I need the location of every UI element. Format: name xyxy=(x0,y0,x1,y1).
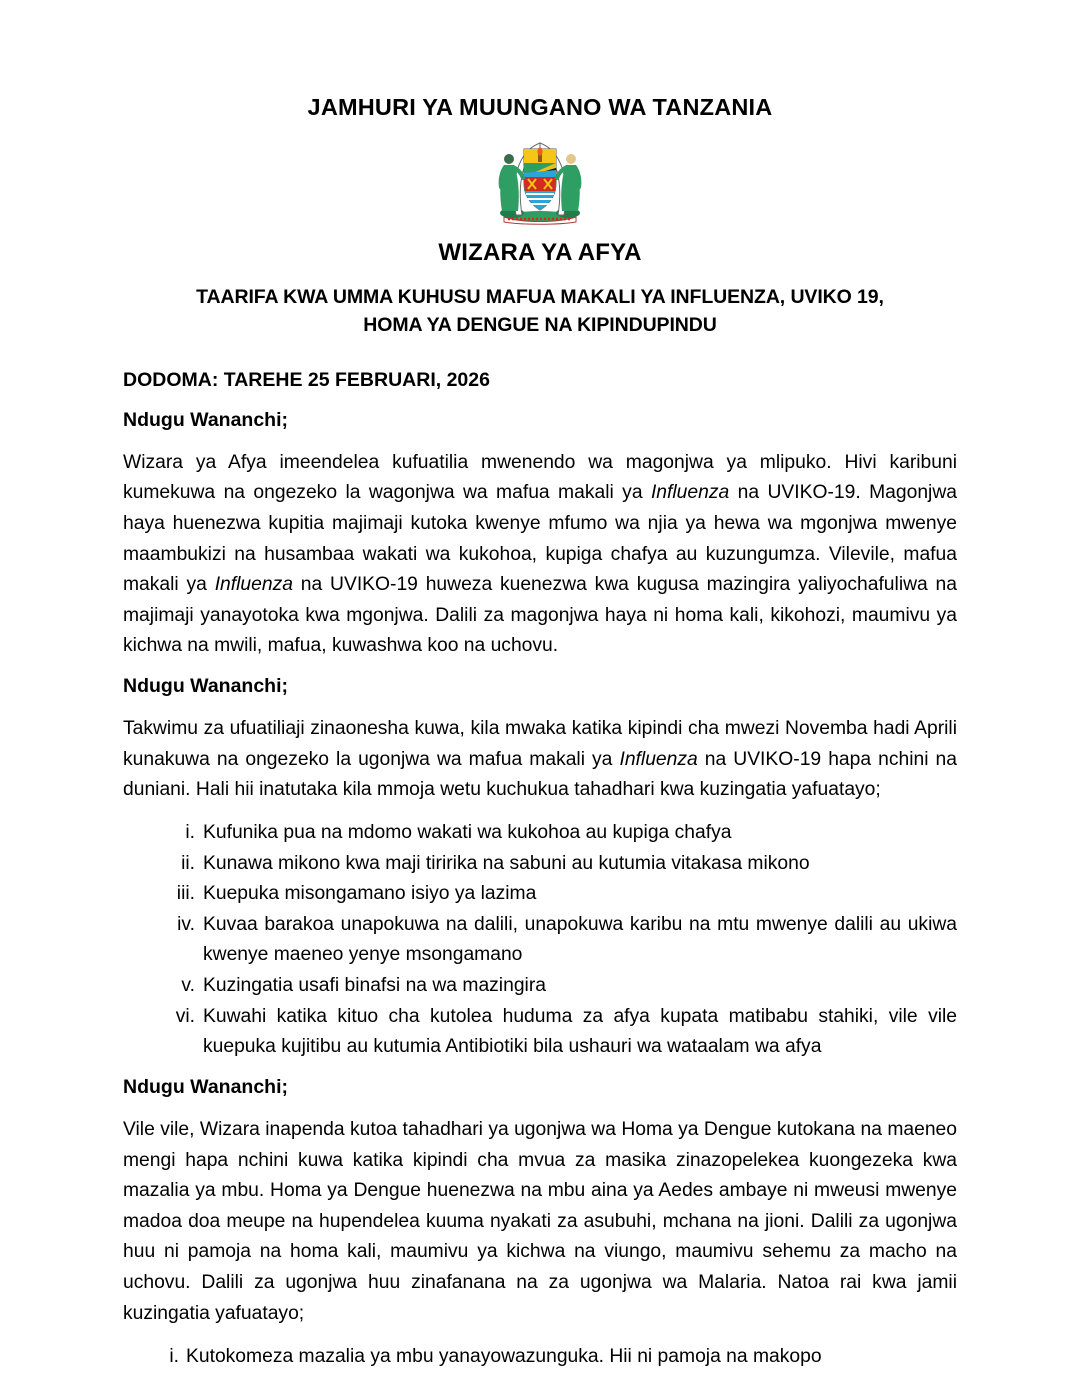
list-item xyxy=(123,818,957,849)
crest-container xyxy=(123,137,957,225)
paragraph-1-segment-c: na UVIKO-19 huweza kuenezwa kwa kugusa mazingira yaliyochafuliwa na majimaji yanayotoka kwa mgonjwa. Dalili za magonjwa haya ni homa kali, kikohozi, maumivu ya kichwa na mwili, mafua, kuwashwa koo na uchovu. xyxy=(123,574,957,657)
list-item-marker: iii. xyxy=(176,883,195,905)
notice-title xyxy=(123,267,957,339)
paragraph-2-segment-a: Takwimu za ufuatiliaji zinaonesha kuwa, kila mwaka katika kipindi cha mwezi Novemba hadi Aprili kunakuwa na ongezeko la ugonjwa wa mafua makali ya xyxy=(123,718,957,770)
paragraph-1-segment-a: Wizara ya Afya imeendelea kufuatilia mwenendo wa magonjwa ya mlipuko. Hivi karibuni kumekuwa na ongezeko la wagonjwa wa mafua makali ya xyxy=(123,451,957,504)
country-title: JAMHURI YA MUUNGANO WA TANZANIA xyxy=(307,94,773,120)
tanzania-coat-of-arms-icon xyxy=(492,137,588,230)
list-item-marker: ii. xyxy=(181,852,195,874)
list-item-text: Kutokomeza mazalia ya mbu yanayowazunguka. Hii ni pamoja na makopo xyxy=(186,1346,822,1368)
list-item xyxy=(123,879,957,910)
list-item xyxy=(123,910,957,971)
list-item xyxy=(123,849,957,880)
notice-title-line-1: TAARIFA KWA UMMA KUHUSU MAFUA MAKALI YA INFLUENZA, UVIKO 19, xyxy=(196,286,884,309)
list-item-marker: i. xyxy=(185,821,195,843)
paragraph-2-italic-1: Influenza xyxy=(619,748,698,770)
paragraph-1-italic-2: Influenza xyxy=(214,574,293,596)
paragraph-2-segment-b: na UVIKO-19 hapa nchini na duniani. Hali hii inatutaka kila mmoja wetu kuchukua tahadhari kwa kuzingatia yafuatayo; xyxy=(123,748,957,801)
ministry-title: WIZARA YA AFYA xyxy=(438,239,642,267)
precaution-list-influenza xyxy=(123,806,957,1063)
list-item xyxy=(123,1342,957,1373)
paragraph-3: Vile vile, Wizara inapenda kutoa tahadhari ya ugonjwa wa Homa ya Dengue kutokana na maeneo mengi hapa nchini kuwa katika kipindi cha mvua za masika zinazopelekea kuongezeka kwa mazalia ya mbu. Homa ya Dengue huenezwa na mbu aina ya Aedes ambaye ni mweusi mwenye madoa doa meupe na hupendelea kuuma nyakati za asubuhi, mchana na jioni. Dalili za ugonjwa huu ni pamoja na homa kali, maumivu ya kichwa na viungo, maumivu sehemu za macho na uchovu. Dalili za ugonjwa huu zinafanana na za ugonjwa wa Malaria. Natoa rai kwa jamii kuzingatia yafuatayo; xyxy=(123,1118,957,1324)
list-item-text: Kunawa mikono kwa maji tiririka na sabuni au kutumia vitakasa mikono xyxy=(203,852,810,874)
list-item-text: Kuwahi katika kituo cha kutolea huduma za afya kupata matibabu stahiki, vile vile kuepuka kujitibu au kutumia Antibiotiki bila ushauri wa wataalam wa afya xyxy=(203,1005,957,1058)
precaution-list-dengue xyxy=(123,1329,957,1373)
list-item-marker: iv. xyxy=(177,913,195,935)
salutation-2: Ndugu Wananchi; xyxy=(123,674,289,697)
list-item-text: Kuvaa barakoa unapokuwa na dalili, unapokuwa karibu na mtu mwenye dalili au ukiwa kwenye maeneo yenye msongamano xyxy=(203,913,957,966)
notice-title-line-2: HOMA YA DENGUE NA KIPINDUPINDU xyxy=(363,313,717,336)
list-item-text: Kuepuka misongamano isiyo ya lazima xyxy=(203,883,537,905)
paragraph-1-italic-1: Influenza xyxy=(650,482,730,504)
list-item-marker: v. xyxy=(181,974,195,996)
dateline: DODOMA: TAREHE 25 FEBRUARI, 2026 xyxy=(123,369,490,392)
list-item-marker: vi. xyxy=(175,1005,195,1027)
list-item-text: Kuzingatia usafi binafsi na wa mazingira xyxy=(203,974,546,996)
list-item-text: Kufunika pua na mdomo wakati wa kukohoa au kupiga chafya xyxy=(203,821,732,843)
list-item-marker: i. xyxy=(169,1346,179,1368)
salutation-3: Ndugu Wananchi; xyxy=(123,1075,289,1098)
list-item xyxy=(123,1002,957,1063)
list-item xyxy=(123,971,957,1002)
paragraph-1-segment-b: na UVIKO-19. Magonjwa haya huenezwa kupitia majimaji kutoka kwenye mfumo wa njia ya hewa wa mgonjwa mwenye maambukizi na husambaa wakati wa kukohoa, kupiga chafya au kuzungumza. Vilevile, mafua makali ya xyxy=(123,482,957,596)
salutation-1: Ndugu Wananchi; xyxy=(123,408,289,431)
paragraph-1 xyxy=(123,435,957,662)
paragraph-2 xyxy=(123,701,957,806)
